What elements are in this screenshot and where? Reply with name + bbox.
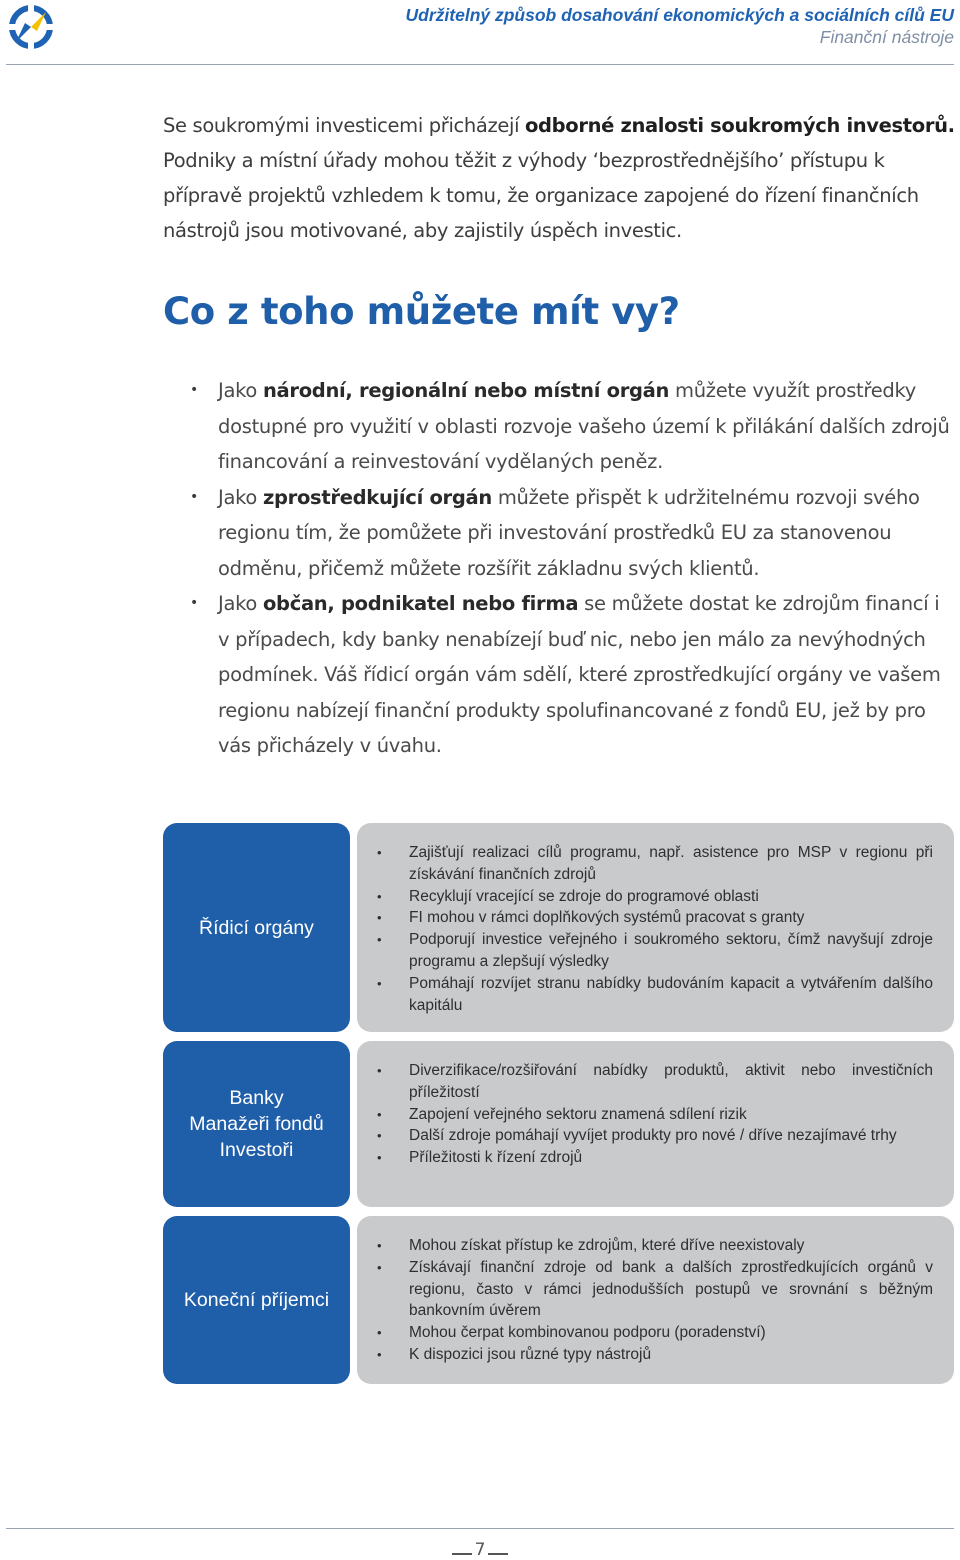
intro-text-start: Se soukromými investicemi přicházejí [163,114,526,137]
list-item [190,373,956,480]
role-label-line: Banky [229,1087,284,1109]
list-item: • Diverzifikace/rozšiřování nabídky produktů, aktivit nebo investičních příležitostí [377,1060,933,1104]
list-item [190,480,956,587]
role-label-line: Řídicí orgány [199,916,314,939]
list-item: • Recyklují vracející se zdroje do programové oblasti [377,886,933,908]
list-item: • Příležitosti k řízení zdrojů [377,1147,933,1169]
intro-text-rest: Podniky a místní úřady mohou těžit z výhody ‘bezprostřednějšího’ přístupu k přípravě projektů vzhledem k tomu, že organizace zapojené do řízení finančních nástrojů jsou motivované, aby zajistily úspěch investic. [163,149,919,242]
list-item: • Zapojení veřejného sektoru znamená sdílení rizik [377,1104,933,1126]
list-item: • Mohou čerpat kombinovanou podporu (poradenství) [377,1322,933,1344]
list-item: • FI mohou v rámci doplňkových systémů pracovat s granty [377,907,933,929]
list-item: • Zajišťují realizaci cílů programu, např. asistence pro MSP v regionu při získávání finančních zdrojů [377,842,933,886]
header-divider [6,64,954,65]
list-item: • Získávají finanční zdroje od bank a dalších zprostředkujících orgánů v regionu, často v rámci jednodušších postupů ve srovnání s běžným bankovním úvěrem [377,1257,933,1322]
benefits-list [190,373,956,764]
role-label-line: Manažeři fondů [189,1113,324,1135]
role-details-list [377,1235,933,1366]
role-box-managing-authorities [163,823,350,1032]
role-details-final-recipients [357,1216,954,1384]
role-box-final-recipients [163,1216,350,1384]
list-item: • Pomáhají rozvíjet stranu nabídky budováním kapacit a vytvářením dalšího kapitálu [377,973,933,1017]
bullet-bold: zprostředkující orgán [262,485,492,509]
intro-bold: odborné znalosti soukromých investorů. [525,114,955,137]
role-label [189,1085,323,1163]
list-item: • Další zdroje pomáhají vyvíjet produkty pro nové / dříve nezajímavé trhy [377,1125,933,1147]
role-label [199,915,314,941]
bullet-text: se můžete dostat ke zdrojům financí i v případech, kdy banky nenabízejí buď nic, nebo jen málo za nevýhodných podmínek. Váš řídicí orgán vám sdělí, které zprostředkující orgány ve vašem regionu nabízejí finanční produkty spolufinancované z fondů EU, jež by pro vás přicházely v úvahu. [218,592,941,757]
role-details-list [377,1060,933,1169]
bullet-text: Jako [218,592,263,615]
header-title: Udržitelný způsob dosahování ekonomických a sociálních cílů EU [405,5,954,25]
role-label-line: Investoři [219,1139,294,1161]
bullet-text: můžete přispět k udržitelnému rozvoji svého regionu tím, že pomůžete při investování prostředků EU za stanovenou odměnu, přičemž můžete rozšířit základnu svých klientů. [218,485,920,580]
list-item: • Podporují investice veřejného i soukromého sektoru, čímž navyšují zdroje programu a zlepšují výsledky [377,929,933,973]
header-subtitle: Finanční nástroje [819,27,954,47]
list-item: • Mohou získat přístup ke zdrojům, které dříve neexistovaly [377,1235,933,1257]
section-heading: Co z toho můžete mít vy? [163,290,680,333]
bullet-bold: národní, regionální nebo místní orgán [262,379,670,402]
bullet-text: Jako [218,379,263,402]
list-item: • K dispozici jsou různé typy nástrojů [377,1344,933,1366]
compass-logo-icon [8,4,54,50]
bullet-text: Jako [218,485,263,509]
role-details-banks [357,1041,954,1207]
role-details-list [377,842,933,1016]
footer-divider [6,1528,954,1529]
page-header [0,0,960,68]
intro-paragraph [163,108,956,248]
page-number-dash-right [488,1553,508,1555]
list-item [190,586,956,764]
bullet-bold: občan, podnikatel nebo firma [262,592,579,615]
role-box-banks [163,1041,350,1207]
role-label [184,1287,329,1313]
bullet-text: můžete využít prostředky dostupné pro využití v oblasti rozvoje vašeho území k přilákání dalších zdrojů financování a reinvestování vydělaných peněz. [218,379,950,473]
role-details-managing-authorities [357,823,954,1032]
role-label-line: Koneční příjemci [183,1289,330,1311]
header-text [406,4,954,48]
page-number: 7 [474,1540,486,1560]
